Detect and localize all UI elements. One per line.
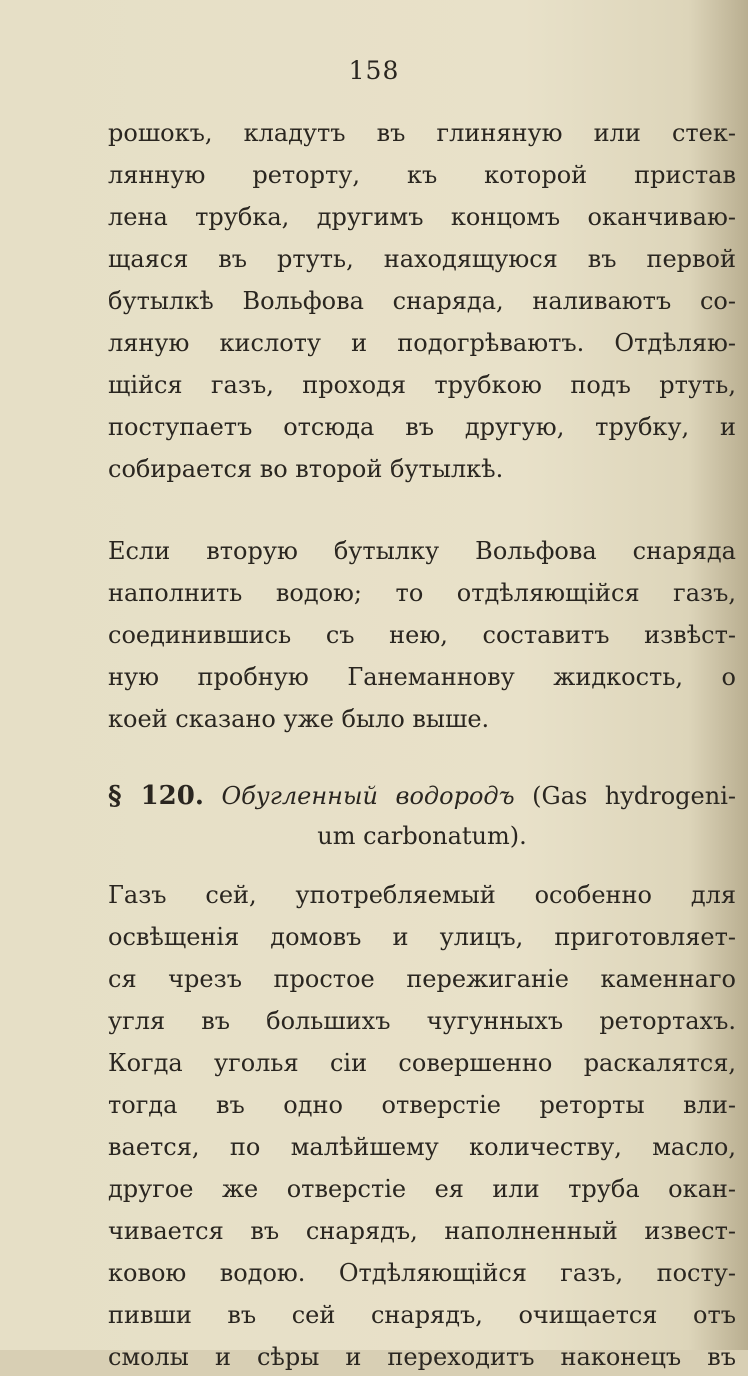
text-line: щійся газъ, проходя трубкою подъ ртуть, (108, 371, 736, 399)
text-line: смолы и сѣры и переходитъ наконецъ въ (108, 1343, 736, 1371)
text-line: щаяся въ ртуть, находящуюся въ первой (108, 245, 736, 273)
text-line: ляную кислоту и подогрѣваютъ. Отдѣляю- (108, 329, 736, 357)
section-latin-name-continued: um carbonatum). (317, 822, 527, 850)
text-line: угля въ большихъ чугунныхъ ретортахъ. (108, 1007, 736, 1035)
text-line: ную пробную Ганеманнову жидкость, о (108, 663, 736, 691)
text-line: ковою водою. Отдѣляющійся газъ, посту- (108, 1259, 736, 1287)
text-line: пивши въ сей снарядъ, очищается отъ (108, 1301, 736, 1329)
text-line: тогда въ одно отверстіе реторты вли- (108, 1091, 736, 1119)
section-latin-name: (Gas hydrogeni- (532, 782, 736, 810)
text-line: другое же отверстіе ея или труба окан- (108, 1175, 736, 1203)
text-line: освѣщенія домовъ и улицъ, приготовляет- (108, 923, 736, 951)
text-line: рошокъ, кладутъ въ глиняную или стек- (108, 119, 736, 147)
text-line: поступаетъ отсюда въ другую, трубку, и (108, 413, 736, 441)
text-line: Газъ сей, употребляемый особенно для (108, 881, 736, 909)
text-line: собирается во второй бутылкѣ. (108, 455, 504, 483)
text-line: Если вторую бутылку Вольфова снаряда (108, 537, 736, 565)
page-number: 158 (348, 56, 400, 85)
text-line: чивается въ снарядъ, наполненный извест- (108, 1217, 736, 1245)
text-line: коей сказано уже было выше. (108, 705, 490, 733)
text-line: наполнить водою; то отдѣляющійся газъ, (108, 579, 736, 607)
text-line: бутылкѣ Вольфова снаряда, наливаютъ со- (108, 287, 736, 315)
text-line: лена трубка, другимъ концомъ оканчиваю- (108, 203, 736, 231)
text-line: вается, по малѣйшему количеству, масло, (108, 1133, 736, 1161)
text-line: ся чрезъ простое пережиганіе каменнаго (108, 965, 736, 993)
text-line: Когда уголья сіи совершенно раскалятся, (108, 1049, 736, 1077)
section-title: Обугленный водородъ (221, 782, 515, 810)
section-number: § 120. (108, 781, 204, 811)
text-line: лянную реторту, къ которой пристав (108, 161, 736, 189)
text-line: соединившись съ нею, составитъ извѣст- (108, 621, 736, 649)
